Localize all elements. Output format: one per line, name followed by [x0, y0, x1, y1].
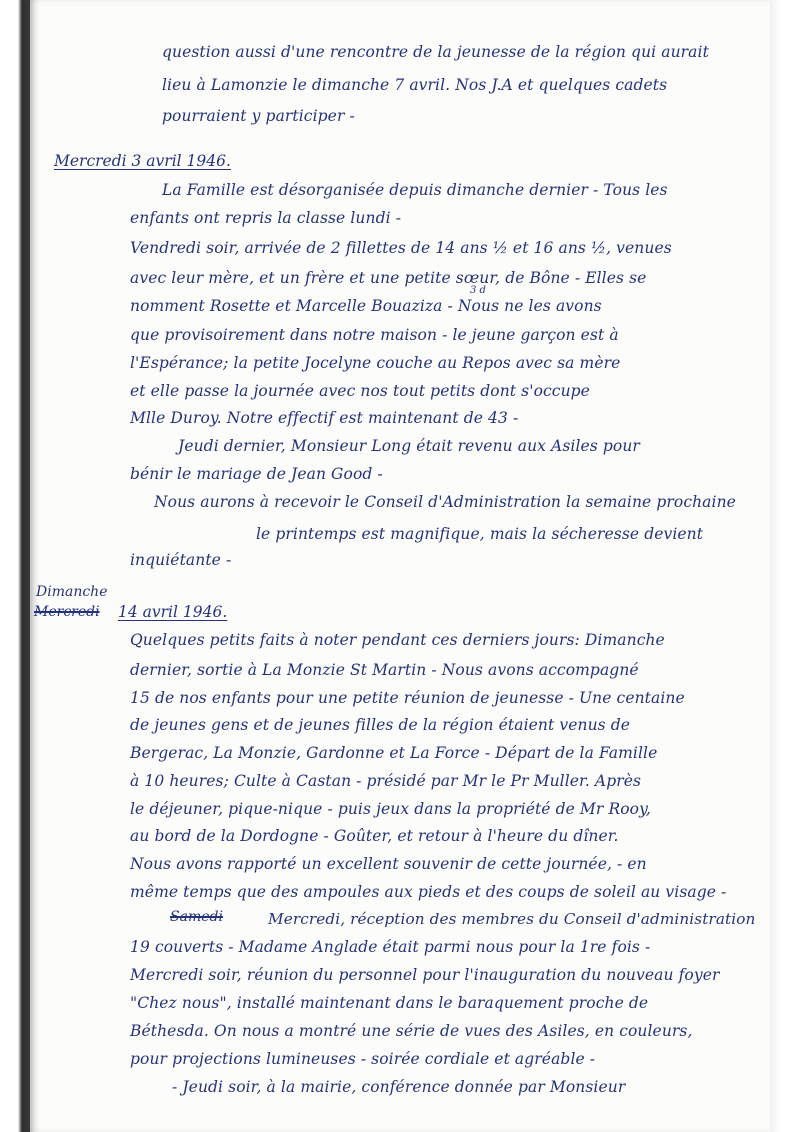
text-line: lieu à Lamonzie le dimanche 7 avril. Nos J.A et quelques cadets	[162, 76, 668, 94]
inserted-word: Dimanche	[36, 584, 108, 600]
text-line: même temps que des ampoules aux pieds et des coups de soleil au visage -	[130, 883, 727, 901]
text-line: au bord de la Dordogne - Goûter, et retour à l'heure du dîner.	[130, 827, 619, 845]
text-line: et elle passe la journée avec nos tout petits dont s'occupe	[130, 382, 590, 400]
text-line: à 10 heures; Culte à Castan - présidé par Mr le Pr Muller. Après	[130, 772, 642, 790]
struck-word: Mercredi	[34, 604, 100, 620]
text-line: Quelques petits faits à noter pendant ces derniers jours: Dimanche	[130, 631, 665, 649]
struck-word: Samedi	[170, 909, 223, 925]
text-line: Béthesda. On nous a montré une série de vues des Asiles, en couleurs,	[130, 1022, 693, 1040]
text-line: La Famille est désorganisée depuis dimanche dernier - Tous les	[162, 181, 668, 199]
text-line: le printemps est magnifique, mais la sécheresse devient	[256, 525, 704, 543]
superscript-note: 3 d	[470, 285, 486, 296]
text-line: Bergerac, La Monzie, Gardonne et La Force - Départ de la Famille	[130, 744, 658, 762]
text-line: le déjeuner, pique-nique - puis jeux dans la propriété de Mr Rooy,	[130, 800, 651, 818]
text-line: nomment Rosette et Marcelle Bouaziza - Nous ne les avons	[130, 297, 602, 315]
text-line: Mercredi soir, réunion du personnel pour l'inauguration du nouveau foyer	[130, 966, 720, 984]
text-line: - Jeudi soir, à la mairie, conférence donnée par Monsieur	[172, 1078, 626, 1096]
text-line: pourraient y participer -	[162, 107, 355, 125]
text-line: que provisoirement dans notre maison - le jeune garçon est à	[130, 326, 619, 344]
text-line: inquiétante -	[130, 551, 232, 569]
text-line: avec leur mère, et un frère et une petite sœur, de Bône - Elles se	[130, 269, 647, 287]
text-line: dernier, sortie à La Monzie St Martin - Nous avons accompagné	[130, 661, 639, 679]
binding-shadow	[0, 0, 30, 1132]
text-line: Vendredi soir, arrivée de 2 fillettes de 14 ans ½ et 16 ans ½, venues	[130, 239, 672, 257]
text-line: de jeunes gens et de jeunes filles de la région étaient venus de	[130, 716, 631, 734]
text-line: l'Espérance; la petite Jocelyne couche au Repos avec sa mère	[130, 354, 621, 372]
text-line: enfants ont repris la classe lundi -	[130, 209, 402, 227]
date-heading: Mercredi 3 avril 1946.	[54, 152, 231, 170]
text-line: Jeudi dernier, Monsieur Long était revenu aux Asiles pour	[178, 437, 640, 455]
date-heading: 14 avril 1946.	[118, 603, 228, 621]
text-line: Mlle Duroy. Notre effectif est maintenant de 43 -	[130, 409, 519, 427]
page-edge	[770, 0, 800, 1132]
text-line: pour projections lumineuses - soirée cordiale et agréable -	[130, 1050, 596, 1068]
text-line: Nous aurons à recevoir le Conseil d'Administration la semaine prochaine	[154, 493, 736, 511]
text-line: bénir le mariage de Jean Good -	[130, 465, 383, 483]
text-line: Mercredi, réception des membres du Conseil d'administration	[268, 910, 756, 928]
text-line: question aussi d'une rencontre de la jeunesse de la région qui aurait	[162, 43, 709, 61]
text-line: 15 de nos enfants pour une petite réunion de jeunesse - Une centaine	[130, 689, 685, 707]
text-line: Nous avons rapporté un excellent souvenir de cette journée, - en	[130, 855, 647, 873]
text-line: "Chez nous", installé maintenant dans le baraquement proche de	[130, 994, 649, 1012]
text-line: 19 couverts - Madame Anglade était parmi nous pour la 1re fois -	[130, 938, 651, 956]
